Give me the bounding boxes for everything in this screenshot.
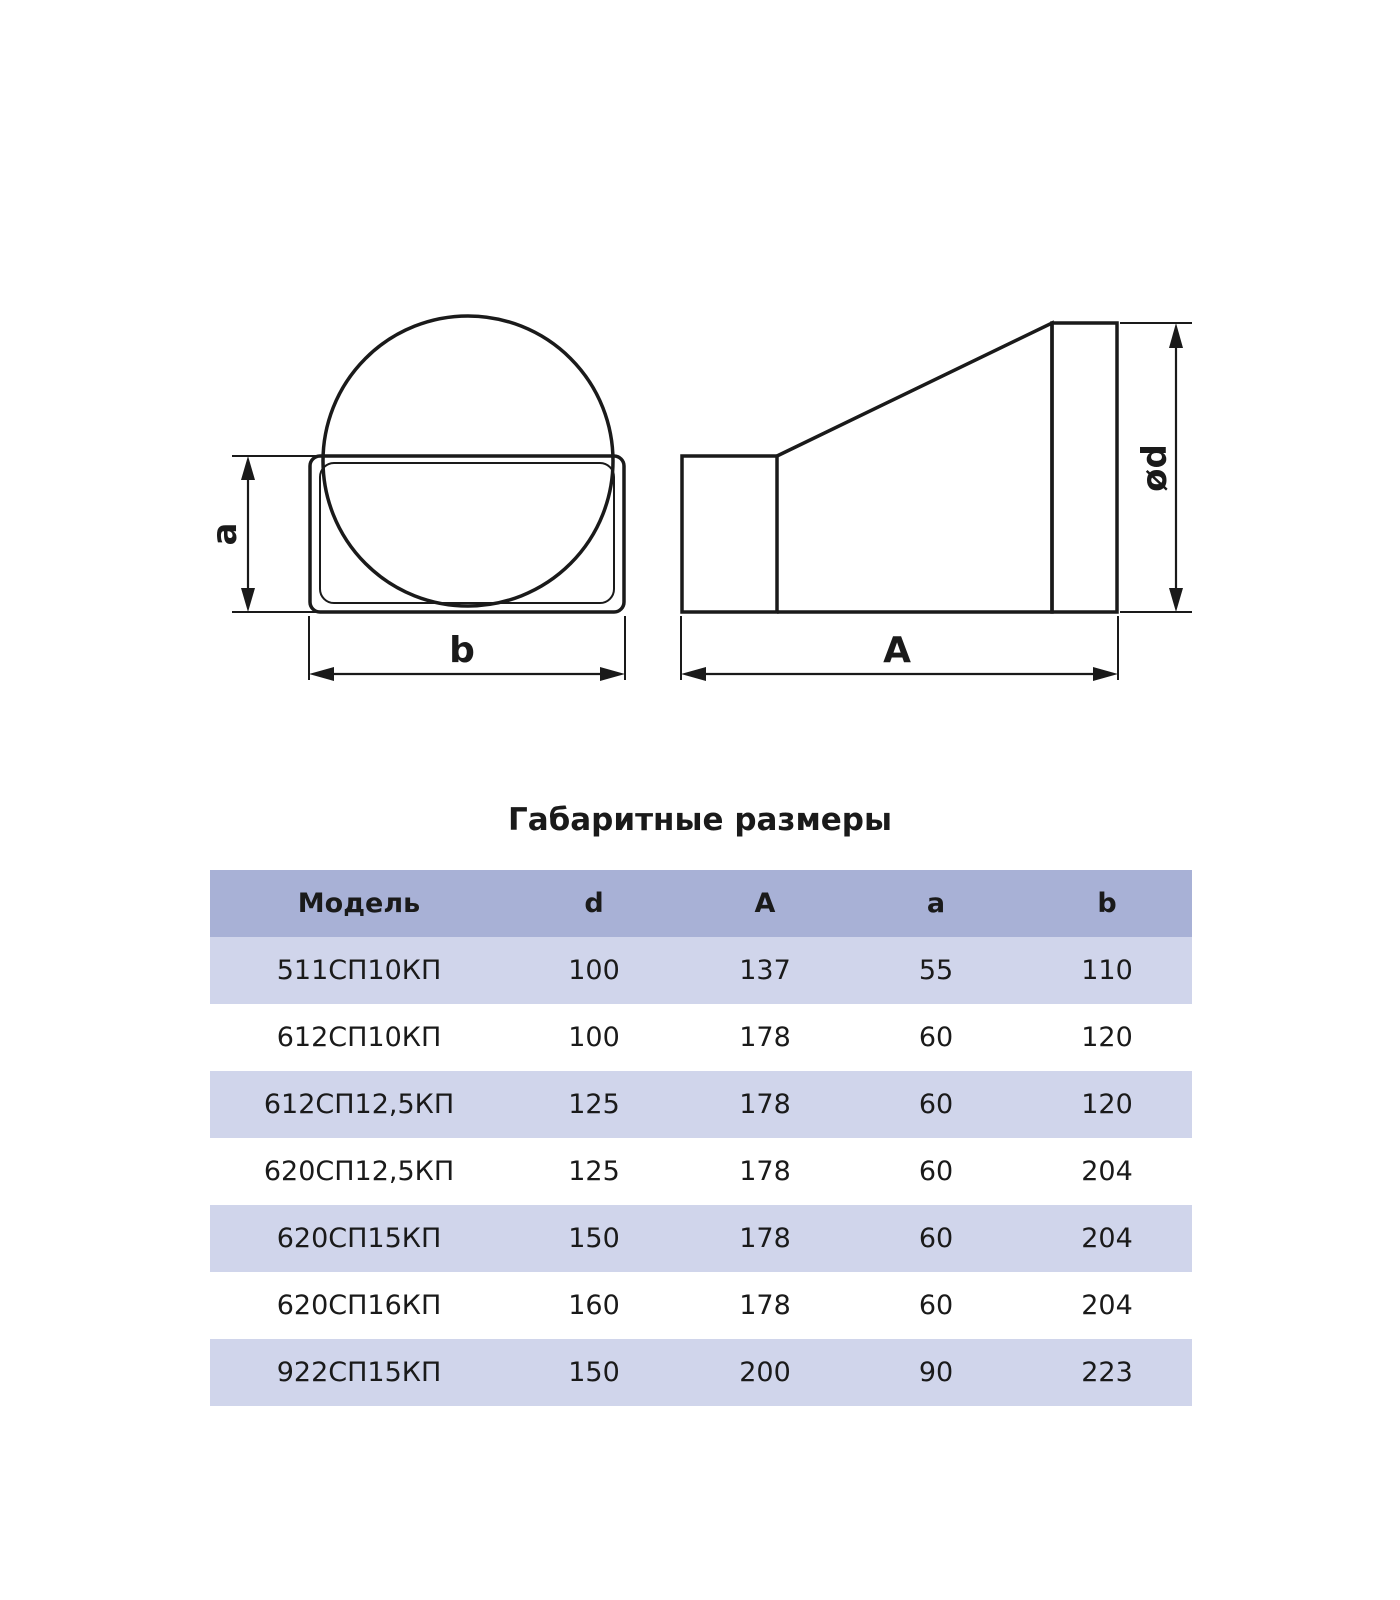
cell-d: 125	[568, 1089, 620, 1120]
dimension-b	[309, 630, 625, 681]
table-title: Габаритные размеры	[507, 802, 893, 838]
cell-A: 178	[739, 1022, 791, 1053]
header-a: a	[926, 888, 946, 919]
rect-outlet-outer	[310, 456, 624, 612]
cell-b: 223	[1081, 1357, 1133, 1388]
cell-a: 90	[918, 1357, 954, 1388]
cell-b: 110	[1081, 955, 1133, 986]
cell-A: 137	[739, 955, 791, 986]
cell-d: 150	[568, 1357, 620, 1388]
label-b: b	[449, 630, 475, 671]
cell-model: 620СП16КП	[276, 1290, 442, 1321]
cell-a: 60	[918, 1089, 954, 1120]
table-row	[210, 1138, 1192, 1205]
round-socket	[1052, 323, 1117, 612]
cell-model: 612СП10КП	[276, 1022, 442, 1053]
transition-body	[777, 323, 1052, 612]
cell-A: 178	[739, 1290, 791, 1321]
label-a: a	[205, 522, 245, 546]
cell-model: 620СП15КП	[276, 1223, 442, 1254]
cell-A: 178	[739, 1223, 791, 1254]
cell-a: 60	[918, 1223, 954, 1254]
rect-socket	[682, 456, 777, 612]
cell-d: 100	[568, 955, 620, 986]
cell-model: 620СП12,5КП	[263, 1156, 455, 1187]
cell-A: 178	[739, 1156, 791, 1187]
dimensions-table	[210, 870, 1192, 1406]
cell-A: 178	[739, 1089, 791, 1120]
table-row	[210, 1004, 1192, 1071]
rect-outlet-inner	[320, 463, 614, 603]
header-A: A	[754, 888, 776, 919]
table-row	[210, 937, 1192, 1004]
table-row	[210, 1339, 1192, 1406]
cell-a: 60	[918, 1022, 954, 1053]
label-A: A	[883, 630, 911, 671]
round-outlet-circle	[323, 316, 613, 606]
dimension-a	[205, 456, 255, 612]
label-d: ød	[1135, 444, 1175, 492]
cell-d: 150	[568, 1223, 620, 1254]
table-row	[210, 1205, 1192, 1272]
table-row	[210, 1272, 1192, 1339]
header-model: Модель	[297, 888, 421, 919]
cell-d: 160	[568, 1290, 620, 1321]
dimension-d	[1135, 323, 1183, 612]
cell-b: 120	[1081, 1022, 1133, 1053]
cell-model: 922СП15КП	[276, 1357, 442, 1388]
cell-a: 60	[918, 1290, 954, 1321]
table-header-row	[210, 870, 1192, 937]
cell-b: 120	[1081, 1089, 1133, 1120]
cell-d: 125	[568, 1156, 620, 1187]
cell-A: 200	[739, 1357, 791, 1388]
front-view	[205, 316, 625, 681]
side-view	[681, 323, 1192, 681]
cell-model: 511СП10КП	[276, 955, 442, 986]
header-b: b	[1097, 888, 1117, 919]
cell-a: 55	[918, 955, 954, 986]
dimension-A	[681, 630, 1118, 681]
cell-model: 612СП12,5КП	[263, 1089, 455, 1120]
technical-drawing	[0, 0, 1400, 740]
header-d: d	[584, 888, 604, 919]
cell-b: 204	[1081, 1223, 1133, 1254]
cell-b: 204	[1081, 1290, 1133, 1321]
cell-a: 60	[918, 1156, 954, 1187]
cell-d: 100	[568, 1022, 620, 1053]
cell-b: 204	[1081, 1156, 1133, 1187]
table-row	[210, 1071, 1192, 1138]
